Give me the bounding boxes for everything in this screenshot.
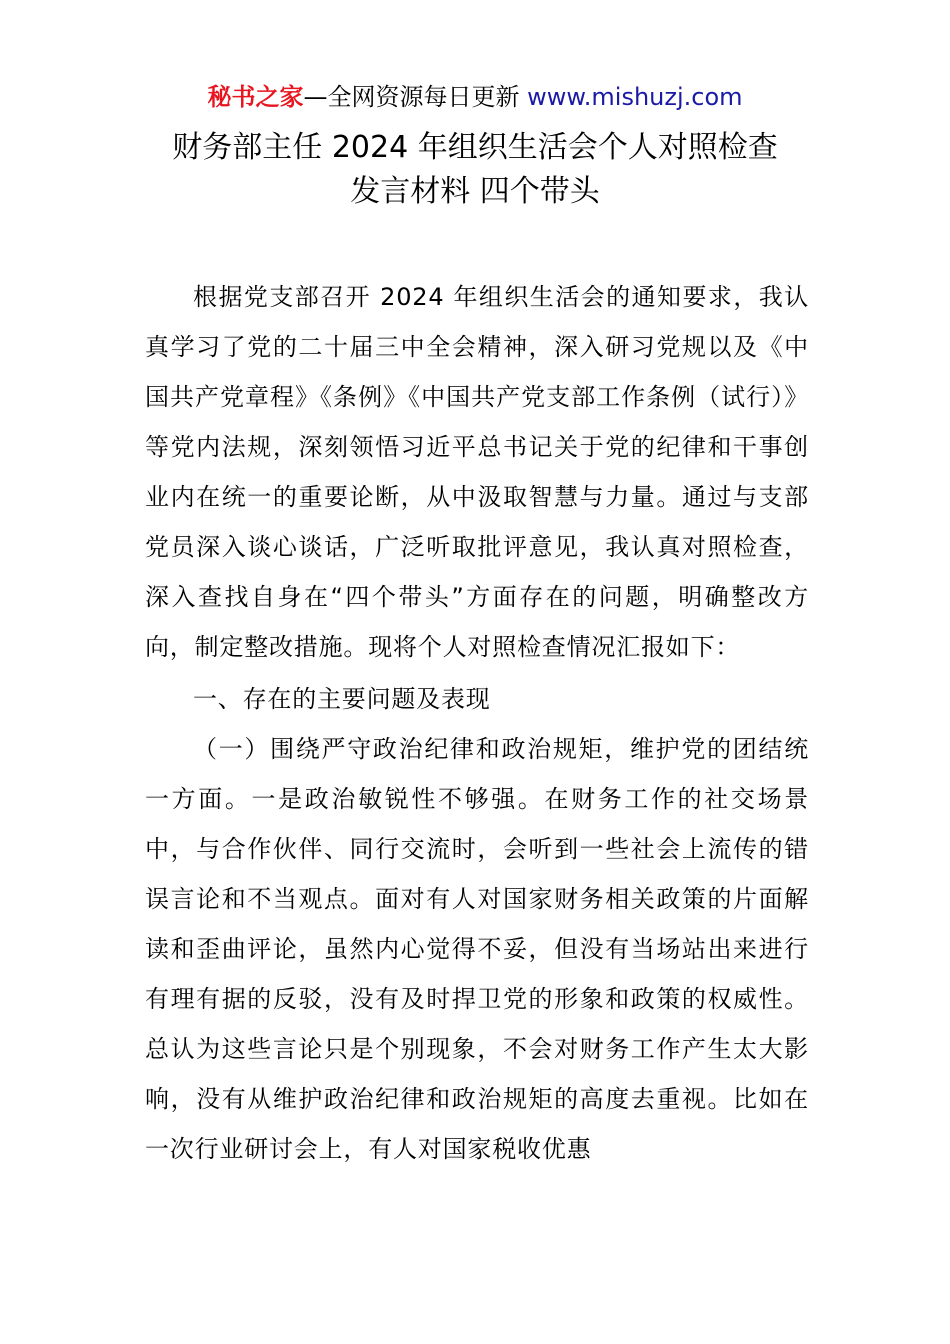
body-paragraph: （一）围绕严守政治纪律和政治规矩，维护党的团结统一方面。一是政治敏锐性不够强。在财务工作的社交场景中，与合作伙伴、同行交流时，会听到一些社会上流传的错误言论和不当观点。面对有人对国家财务相关政策的片面解读和歪曲评论，虽然内心觉得不妥，但没有当场站出来进行有理有据的反驳，没有及时捍卫党的形象和政策的权威性。总认为这些言论只是个别现象，不会对财务工作产生太大影响，没有从维护政治纪律和政治规矩的高度去重视。比如在一次行业研讨会上，有人对国家税收优惠: [145, 735, 809, 1163]
site-tagline: —全网资源每日更新: [303, 83, 528, 111]
document-title: [0, 126, 950, 214]
document-body: [145, 272, 809, 1174]
site-brand: 秘书之家: [207, 83, 304, 111]
intro-paragraph: 根据党支部召开 2024 年组织生活会的通知要求，我认真学习了党的二十届三中全会精神，深入研习党规以及《中国共产党章程》《条例》《中国共产党支部工作条例（试行）》等党内法规，深刻领悟习近平总书记关于党的纪律和干事创业内在统一的重要论断，从中汲取智慧与力量。通过与支部党员深入谈心谈话，广泛听取批评意见，我认真对照检查，深入查找自身在“四个带头”方面存在的问题，明确整改方向，制定整改措施。现将个人对照检查情况汇报如下：: [145, 283, 809, 661]
title-line-1: 财务部主任 2024 年组织生活会个人对照检查: [172, 130, 778, 165]
section-heading: 一、存在的主要问题及表现: [193, 685, 491, 713]
site-header: [0, 80, 950, 114]
title-line-2: 发言材料 四个带头: [350, 174, 600, 209]
site-url-link[interactable]: www.mishuzj.com: [527, 83, 743, 111]
